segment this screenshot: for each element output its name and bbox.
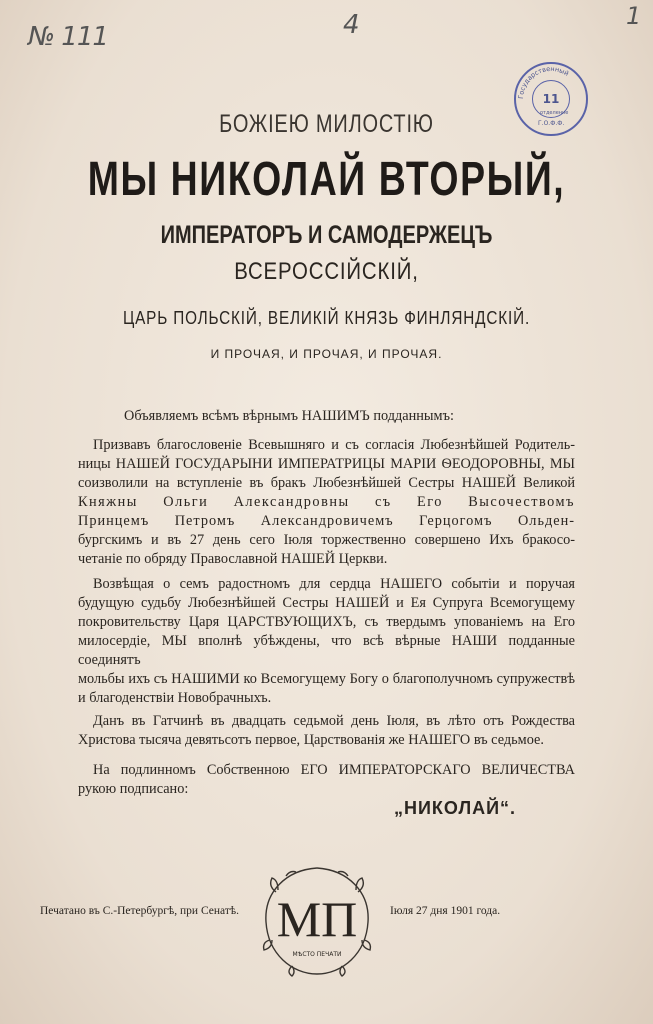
handwritten-corner-mark: 1 <box>626 2 642 30</box>
footer-printed-at: Печатано въ С.-Петербургѣ, при Сенатѣ. <box>40 905 239 917</box>
heading-etc: И ПРОЧАЯ, И ПРОЧАЯ, И ПРОЧАЯ. <box>210 347 443 361</box>
paragraph-line: будущую судьбу Любезнѣйшей Сестры НАШЕЙ и Ея Супруга Всемогущему <box>78 595 575 611</box>
heading-by-grace: БОЖІЕЮ МИЛОСТІЮ <box>219 110 434 138</box>
stamp-center: 11 <box>532 80 570 118</box>
handwritten-number: № 111 <box>28 22 108 52</box>
paragraph-line: четаніе по обряду Православной НАШЕЙ Церкви. <box>78 551 388 567</box>
paragraph-2 <box>78 575 575 708</box>
heading-emperor-title: ИМПЕРАТОРЪ И САМОДЕРЖЕЦЪ <box>160 221 493 249</box>
paragraph-line: Призвавъ благословеніе Всевышняго и съ согласія Любезнѣйшей Родитель- <box>93 437 575 453</box>
heading-emperor-name: МЫ НИКОЛАЙ ВТОРЫЙ, <box>87 153 566 206</box>
signature: „НИКОЛАЙ“. <box>394 798 517 818</box>
heading-titles: ЦАРЬ ПОЛЬСКІЙ, ВЕЛИКІЙ КНЯЗЬ ФИНЛЯНДСКІЙ. <box>122 308 531 328</box>
paragraph-line: Княжны Ольги Александровны съ Его Высочествомъ <box>78 494 575 510</box>
paragraph-line: Возвѣщая о семъ радостномъ для сердца НАШЕГО событіи и поручая <box>93 576 575 592</box>
paragraph-1 <box>78 436 575 569</box>
paragraph-line: покровительству Царя ЦАРСТВУЮЩИХЪ, съ твердымъ упованіемъ на Его <box>78 614 575 630</box>
svg-text:МѢСТО ПЕЧАТИ: МѢСТО ПЕЧАТИ <box>292 951 342 958</box>
paragraph-3 <box>78 712 575 750</box>
paragraph-line: Принцемъ Петромъ Александровичемъ Герцогомъ Ольден- <box>78 513 575 529</box>
paragraph-line: и благоденствіи Новобрачныхъ. <box>78 690 272 706</box>
svg-text:Государственный: Государственный <box>516 64 571 100</box>
paragraph-line: соизволили на вступленіе въ бракъ Любезнѣйшей Сестры НАШЕЙ Великой <box>78 475 575 491</box>
paragraph-line: ницы НАШЕЙ ГОСУДАРЫНИ ИМПЕРАТРИЦЫ МАРІИ ѲЕОДОРОВНЫ, МЫ <box>78 456 575 472</box>
paragraph-line: На подлинномъ Собственною ЕГО ИМПЕРАТОРСКАГО ВЕЛИЧЕСТВА <box>93 762 575 778</box>
footer-date: Іюля 27 дня 1901 года. <box>390 905 501 917</box>
seal-monogram-icon <box>256 862 378 980</box>
stamp-sub-text: отделение <box>540 110 569 116</box>
paragraph-line: бургскимъ и въ 27 день сего Іюля торжественно совершено Ихъ бракосо- <box>78 532 575 548</box>
paragraph-line: Христова тысяча девятьсотъ первое, Царствованія же НАШЕГО въ седьмое. <box>78 732 544 748</box>
paragraph-line: Данъ въ Гатчинѣ въ двадцать седьмой день Іюля, въ лѣто отъ Рождества <box>93 713 575 729</box>
heading-all-russian: ВСЕРОССІЙСКІЙ, <box>234 258 419 285</box>
paragraph-line: мольбы ихъ съ НАШИМИ ко Всемогущему Богу о благополучномъ супружествѣ <box>78 671 575 687</box>
greeting-line: Объявляемъ всѣмъ вѣрнымъ НАШИМЪ подданнымъ: <box>124 408 454 424</box>
svg-text:МП: МП <box>276 891 358 947</box>
paragraph-4 <box>78 761 575 799</box>
paragraph-line: милосердіе, МЫ вполнѣ убѣждены, что всѣ вѣрные НАШИ подданные соединятъ <box>78 633 575 668</box>
handwritten-page-mark: 4 <box>343 10 360 40</box>
paragraph-line: рукою подписано: <box>78 781 189 797</box>
stamp-bottom-text: Г.О.Ф.Ф. <box>538 120 565 127</box>
